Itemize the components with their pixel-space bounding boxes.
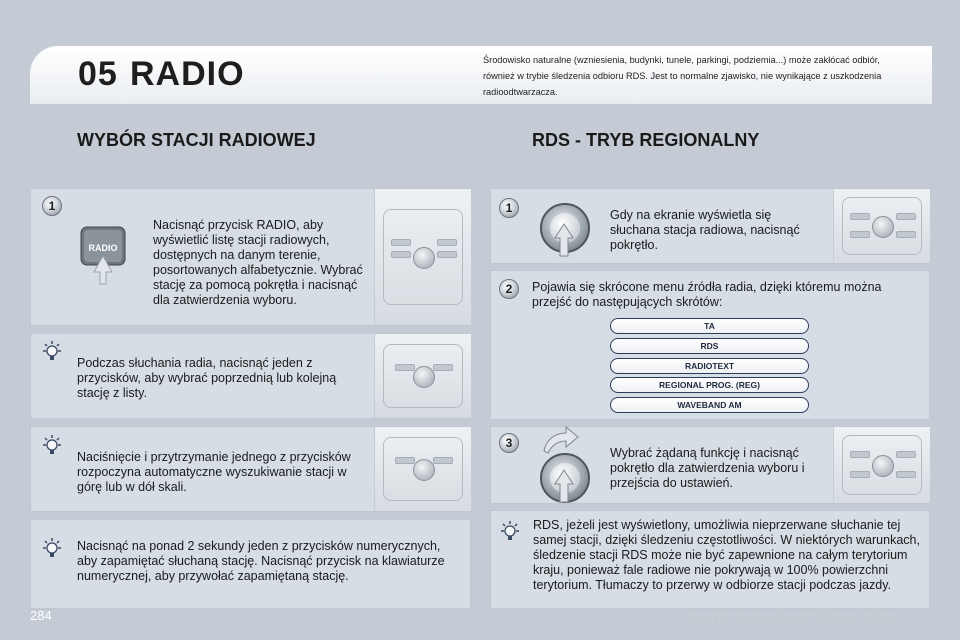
step-badge: 3	[499, 433, 519, 453]
header-note: Środowisko naturalne (wzniesienia, budynki, tunele, parkingi, podziemia...) może zakłócać odbiór, również w trybie śledzenia odbioru RDS. Jest to normalne zjawisko, nie wynikające z uszkodzenia radioodtwarzacza.	[483, 55, 882, 97]
right-step1-text: Gdy na ekranie wyświetla się słuchana stacja radiowa, nacisnąć pokrętło.	[610, 208, 800, 252]
step-badge: 1	[499, 198, 519, 218]
radio-panel-thumbnail	[374, 189, 471, 325]
left-tip1-text: Podczas słuchania radia, nacisnąć jeden z przycisków, aby wybrać poprzednią lub kolejną stację z listy.	[77, 356, 337, 400]
watermark: carmanualsonline.info	[688, 606, 894, 628]
radio-button-icon	[80, 226, 126, 268]
left-tip3-text: Nacisnąć na ponad 2 sekundy jeden z przycisków numerycznych, aby zapamiętać słuchaną stację. Nacisnąć przycisk na klawiaturze numerycznej, aby przywołać zapamiętaną stację.	[77, 539, 445, 583]
menu-item-rds[interactable]: RDS	[610, 338, 809, 354]
left-tip2-text: Naciśnięcie i przytrzymanie jednego z przycisków rozpoczyna automatyczne wyszukiwanie stacji w górę lub w dół skali.	[77, 450, 351, 494]
right-step2-text: Pojawia się skrócone menu źródła radia, dzięki któremu można przejść do następujących skrótów:	[532, 280, 882, 309]
light-bulb-icon	[499, 520, 521, 542]
light-bulb-icon	[41, 537, 63, 559]
left-section-title: WYBÓR STACJI RADIOWEJ	[77, 130, 316, 150]
menu-item-waveband-am[interactable]: WAVEBAND AM	[610, 397, 809, 413]
light-bulb-icon	[41, 340, 63, 362]
menu-item-ta[interactable]: TA	[610, 318, 809, 334]
light-bulb-icon	[41, 434, 63, 456]
press-arrow-icon	[553, 222, 575, 263]
step-badge: 1	[42, 196, 62, 216]
radio-button-label: RADIO	[88, 243, 118, 253]
left-step1-text: Nacisnąć przycisk RADIO, aby wyświetlić listę stacji radiowych, dostępnych na danym terenie, posortowanych alfabetycznie. Wybrać stację za pomocą pokrętła i nacisnąć dla zatwierdzenia wyboru.	[153, 218, 363, 307]
right-section-title: RDS - TRYB REGIONALNY	[532, 130, 760, 150]
step-badge: 2	[499, 279, 519, 299]
radio-panel-thumbnail	[374, 427, 471, 511]
radio-panel-thumbnail	[833, 427, 930, 503]
chapter-number: 05	[78, 55, 118, 93]
page-number: 284	[30, 608, 52, 623]
right-tip-text: RDS, jeżeli jest wyświetlony, umożliwia nieprzerwane słuchanie tej samej stacji, dzięki śledzeniu częstotliwości. W niektórych warunkach, śledzenie stacji RDS może nie być zapewnione na całym terytorium kraju, ponieważ fale radiowe nie pokrywają w 100% powierzchni terytorium. Tłumaczy to przerwy w odbiorze stacji podczas jazdy.	[533, 518, 920, 592]
radio-panel-thumbnail	[374, 334, 471, 418]
radio-panel-thumbnail	[833, 189, 930, 263]
press-arrow-icon	[553, 468, 575, 509]
menu-item-regional-prog[interactable]: REGIONAL PROG. (REG)	[610, 377, 809, 393]
chapter-title: RADIO	[130, 55, 245, 93]
menu-item-radiotext[interactable]: RADIOTEXT	[610, 358, 809, 374]
right-step3-text: Wybrać żądaną funkcję i nacisnąć pokrętło dla zatwierdzenia wyboru i przejścia do ustawień.	[610, 446, 805, 490]
